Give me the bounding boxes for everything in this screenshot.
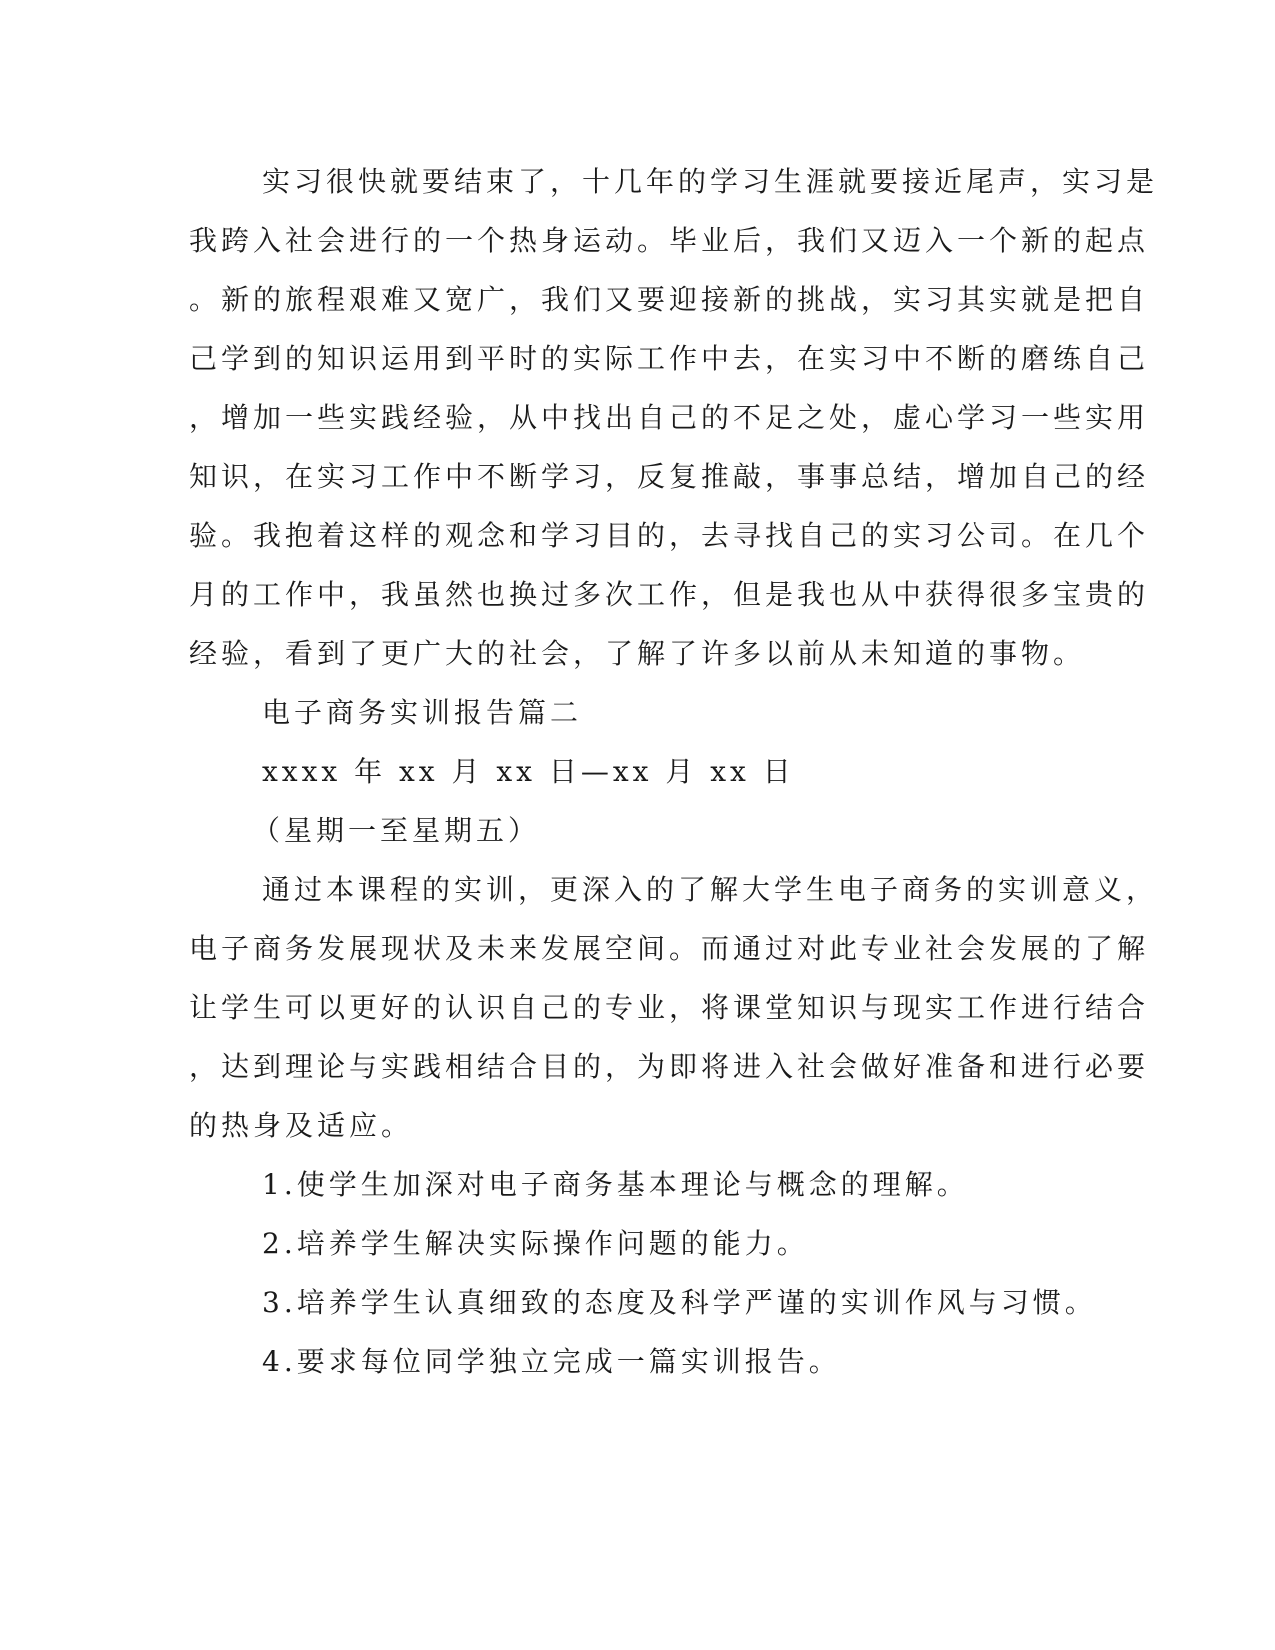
text-line: 的热身及适应。: [189, 1109, 414, 1142]
text-line: 电子商务发展现状及未来发展空间。而通过对此专业社会发展的了解: [189, 932, 1150, 965]
date-range: xxxx 年 xx 月 xx 日—xx 月 xx 日: [262, 755, 795, 788]
objective-item: 4.要求每位同学独立完成一篇实训报告。: [262, 1345, 841, 1378]
text-line: 实习很快就要结束了，十几年的学习生涯就要接近尾声，实习是: [262, 165, 1159, 198]
weekdays-note: （星期一至星期五）: [252, 814, 541, 847]
text-line: ，增加一些实践经验，从中找出自己的不足之处，虚心学习一些实用: [189, 401, 1150, 434]
text-line: 经验，看到了更广大的社会，了解了许多以前从未知道的事物。: [189, 637, 1086, 670]
text-line: 月的工作中，我虽然也换过多次工作，但是我也从中获得很多宝贵的: [189, 578, 1150, 611]
text-line: 己学到的知识运用到平时的实际工作中去，在实习中不断的磨练自己: [189, 342, 1150, 375]
section-title: 电子商务实训报告篇二: [262, 696, 583, 729]
text-line: 通过本课程的实训，更深入的了解大学生电子商务的实训意义，: [262, 873, 1159, 906]
text-line: 验。我抱着这样的观念和学习目的，去寻找自己的实习公司。在几个: [189, 519, 1150, 552]
text-line: 知识，在实习工作中不断学习，反复推敲，事事总结，增加自己的经: [189, 460, 1150, 493]
objective-item: 3.培养学生认真细致的态度及科学严谨的实训作风与习惯。: [262, 1286, 1097, 1319]
objective-item: 2.培养学生解决实际操作问题的能力。: [262, 1227, 809, 1260]
text-line: ，达到理论与实践相结合目的，为即将进入社会做好准备和进行必要: [189, 1050, 1150, 1083]
objective-item: 1.使学生加深对电子商务基本理论与概念的理解。: [262, 1168, 969, 1201]
text-line: 。新的旅程艰难又宽广，我们又要迎接新的挑战，实习其实就是把自: [189, 283, 1150, 316]
text-line: 我跨入社会进行的一个热身运动。毕业后，我们又迈入一个新的起点: [189, 224, 1150, 257]
text-line: 让学生可以更好的认识自己的专业，将课堂知识与现实工作进行结合: [189, 991, 1150, 1024]
